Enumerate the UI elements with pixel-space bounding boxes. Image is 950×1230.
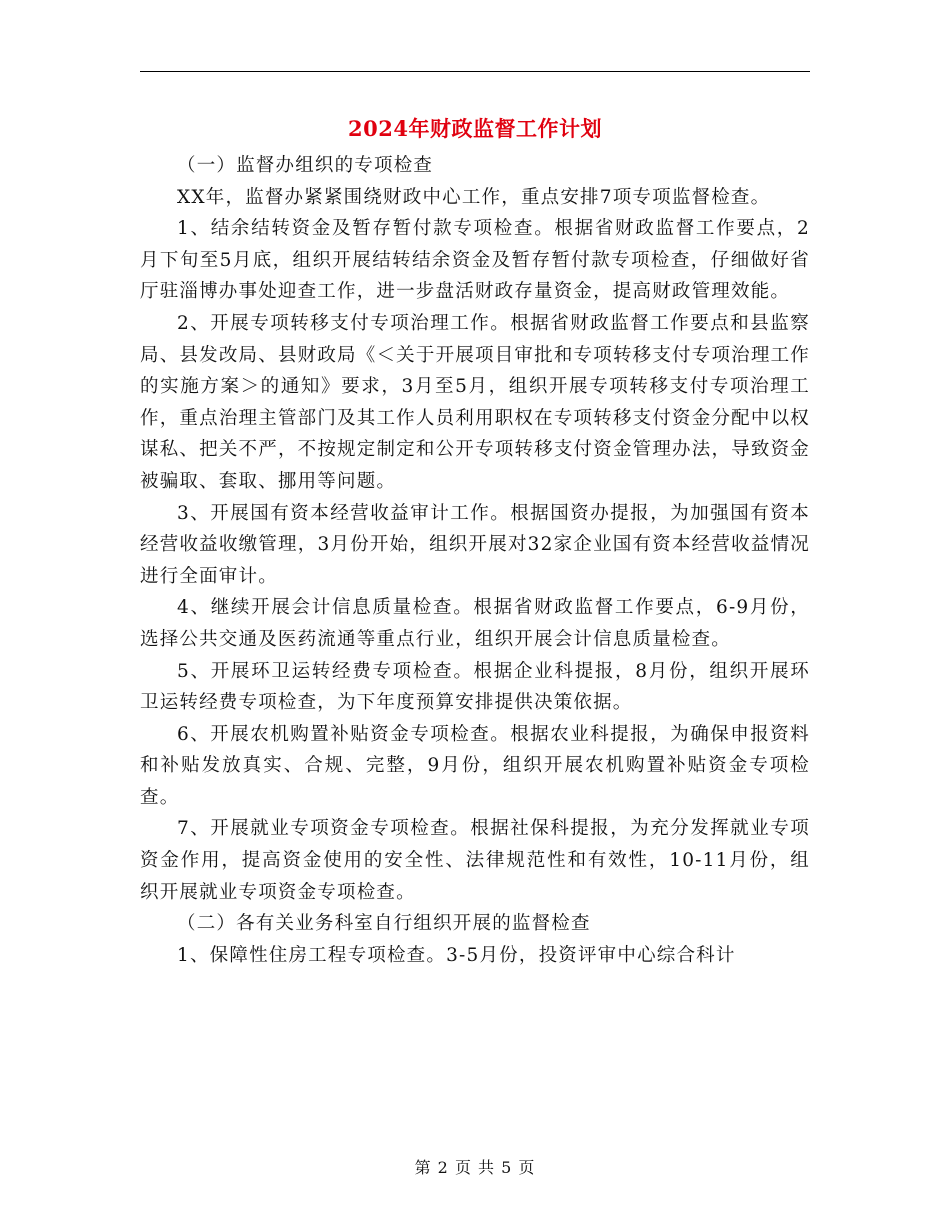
- paragraph-item-4: 4、继续开展会计信息质量检查。根据省财政监督工作要点，6-9月份，选择公共交通及医药流通等重点行业，组织开展会计信息质量检查。: [140, 597, 810, 650]
- section-heading-1: （一）监督办组织的专项检查: [177, 155, 434, 176]
- paragraph-item-7: 7、开展就业专项资金专项检查。根据社保科提报，为充分发挥就业专项资金作用，提高资金使用的安全性、法律规范性和有效性，10-11月份，组织开展就业专项资金专项检查。: [140, 818, 810, 903]
- paragraph-intro: XX年，监督办紧紧围绕财政中心工作，重点安排7项专项监督检查。: [177, 186, 771, 208]
- document-body: [140, 150, 810, 971]
- paragraph-item-5: 5、开展环卫运转经费专项检查。根据企业科提报，8月份，组织开展环卫运转经费专项检查，为下年度预算安排提供决策依据。: [140, 660, 810, 714]
- section-heading-2: （二）各有关业务科室自行组织开展的监督检查: [177, 913, 591, 935]
- paragraph-item-1: 1、结余结转资金及暂存暂付款专项检查。根据省财政监督工作要点，2月下旬至5月底，组织开展结转结余资金及暂存暂付款专项检查，仔细做好省厅驻淄博办事处迎查工作，进一步盘活财政存量资金，提高财政管理效能。: [140, 218, 810, 303]
- paragraph-item-6: 6、开展农机购置补贴资金专项检查。根据农业科提报，为确保申报资料和补贴发放真实、合规、完整，9月份，组织开展农机购置补贴资金专项检查。: [140, 723, 810, 808]
- page-number: 第 2 页 共 5 页: [414, 1158, 536, 1177]
- paragraph-item-3: 3、开展国有资本经营收益审计工作。根据国资办提报，为加强国有资本经营收益收缴管理，3月份开始，组织开展对32家企业国有资本经营收益情况进行全面审计。: [140, 502, 810, 587]
- paragraph-item-2: 2、开展专项转移支付专项治理工作。根据省财政监督工作要点和县监察局、县发改局、县财政局《＜关于开展项目审批和专项转移支付专项治理工作的实施方案＞的通知》要求，3月至5月，组织开展专项转移支付专项治理工作，重点治理主管部门及其工作人员利用职权在专项转移支付资金分配中以权谋私、把关不严，不按规定制定和公开专项转移支付资金管理办法，导致资金被骗取、套取、挪用等问题。: [140, 312, 810, 492]
- paragraph-section2-item-1: 1、保障性住房工程专项检查。3-5月份，投资评审中心综合科计: [177, 944, 736, 966]
- document-title: 2024年财政监督工作计划: [348, 116, 602, 141]
- header-rule: [140, 71, 810, 72]
